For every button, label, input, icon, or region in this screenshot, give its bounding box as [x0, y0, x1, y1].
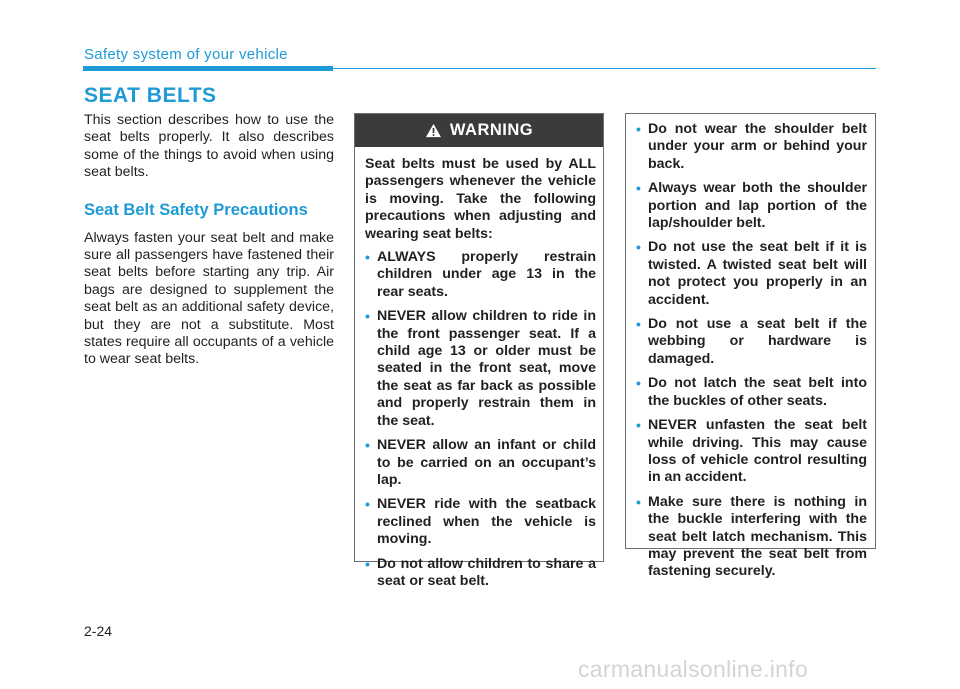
- list-item: • Make sure there is nothing in the buckle interfering with the seat belt latch mechanism. This may prevent the seat belt from fastening securely.: [636, 493, 867, 580]
- subheading: Seat Belt Safety Precautions: [84, 200, 308, 219]
- bullet-icon: •: [365, 308, 370, 325]
- list-item: • NEVER unfasten the seat belt while driving. This may cause loss of vehicle control resulting in an accident.: [636, 417, 867, 486]
- bullet-icon: •: [636, 239, 641, 256]
- precautions-box: [625, 113, 876, 580]
- bullet-icon: •: [365, 437, 370, 454]
- bullet-icon: •: [636, 493, 641, 510]
- section-title: SEAT BELTS: [84, 84, 217, 107]
- left-column: [84, 112, 334, 369]
- warning-header: [355, 114, 603, 147]
- list-item: • Do not allow children to share a seat or seat belt.: [365, 555, 596, 589]
- list-item: • Do not wear the shoulder belt under your arm or behind your back.: [636, 121, 867, 172]
- list-item: • ALWAYS properly restrain children under age 13 in the rear seats.: [365, 249, 596, 300]
- intro-paragraph: This section describes how to use the seat belts properly. It also describes some of the things to avoid when using seat belts.: [84, 112, 334, 181]
- running-header: Safety system of your vehicle: [84, 46, 288, 63]
- list-item: • Do not use the seat belt if it is twisted. A twisted seat belt will not protect you properly in an accident.: [636, 239, 867, 308]
- precautions-bullet-list: [636, 121, 867, 581]
- list-item: • NEVER allow an infant or child to be carried on an occupant’s lap.: [365, 437, 596, 488]
- bullet-icon: •: [365, 249, 370, 266]
- bullet-icon: •: [636, 316, 641, 333]
- list-item: • NEVER allow children to ride in the front passenger seat. If a child age 13 or older must be seated in the front seat, move the seat as far back as possible and properly restrain them in the seat.: [365, 308, 596, 429]
- header-accent-bar: [83, 66, 333, 71]
- list-item: • Do not latch the seat belt into the buckles of other seats.: [636, 375, 867, 409]
- page-number: 2-24: [84, 623, 113, 639]
- warning-label: WARNING: [449, 121, 534, 139]
- warning-body: [355, 147, 603, 590]
- list-item: • NEVER ride with the seatback reclined when the vehicle is moving.: [365, 496, 596, 548]
- bullet-icon: •: [636, 121, 641, 137]
- bullet-icon: •: [365, 496, 370, 513]
- warning-box: [354, 113, 604, 589]
- header-rule: [333, 68, 876, 69]
- warning-lead: Seat belts must be used by ALL passengers whenever the vehicle is moving. Take the following precautions when adjusting and wearing seat belts:: [365, 156, 596, 242]
- watermark: carmanualsonline.info: [578, 656, 809, 682]
- bullet-icon: •: [365, 555, 370, 572]
- list-item: • Do not use a seat belt if the webbing or hardware is damaged.: [636, 316, 867, 367]
- list-item: • Always wear both the shoulder portion and lap portion of the lap/shoulder belt.: [636, 180, 867, 232]
- bullet-icon: •: [636, 180, 641, 197]
- bullet-icon: •: [636, 375, 641, 392]
- body-paragraph: Always fasten your seat belt and make sure all passengers have fastened their seat belts before starting any trip. Air bags are designed to supplement the seat belt as an additional safety device, but they are not a substitute. Most states require all occupants of a vehicle to wear seat belts.: [84, 229, 334, 368]
- bullet-icon: •: [636, 417, 641, 434]
- warning-bullet-list: [365, 249, 596, 590]
- warning-triangle-icon: [425, 123, 442, 138]
